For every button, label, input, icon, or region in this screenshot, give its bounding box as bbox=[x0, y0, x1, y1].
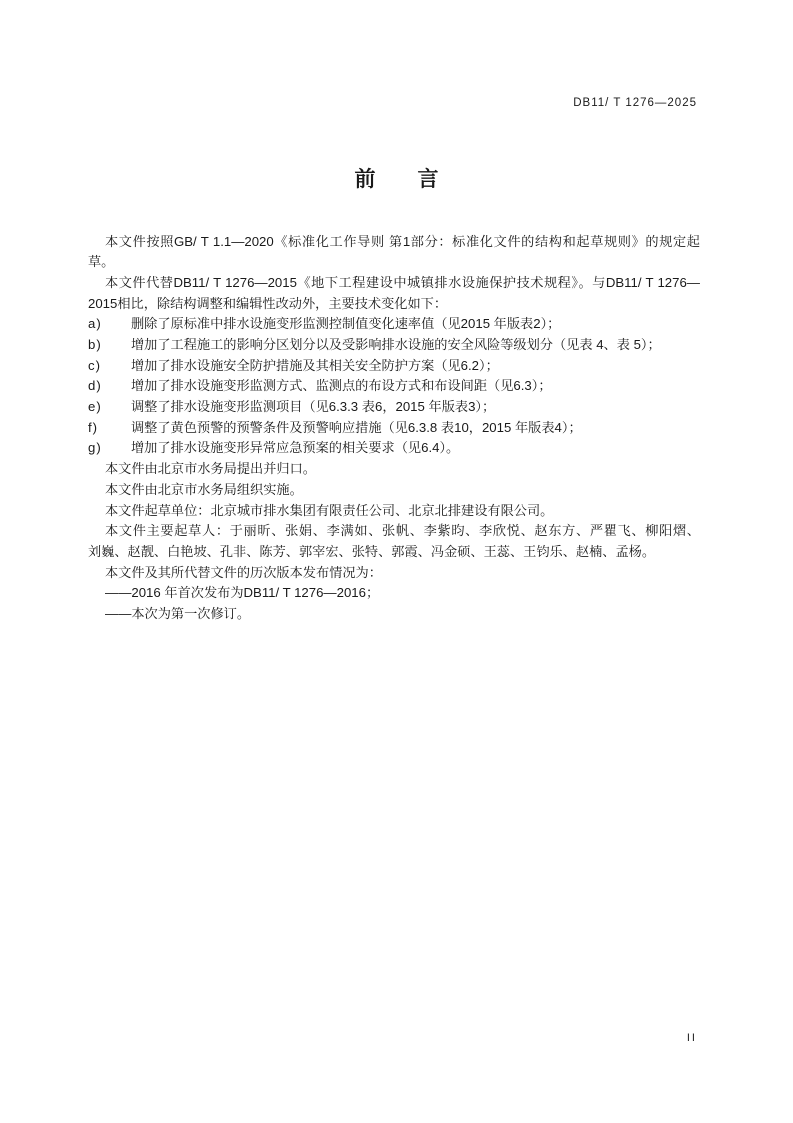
change-item bbox=[88, 397, 700, 418]
change-item-label: b) bbox=[88, 337, 102, 353]
change-item-label: g) bbox=[88, 440, 102, 456]
paragraph-replaces-line-1: 本文件代替DB11/ T 1276—2015《地下工程建设中城镇排水设施保护技术规程》。与DB11/ T 1276— bbox=[105, 274, 700, 290]
paragraph-drafting-units: 本文件起草单位：北京城市排水集团有限责任公司、北京北排建设有限公司。 bbox=[105, 502, 554, 518]
change-item bbox=[88, 335, 700, 356]
paragraph-basis-line-2: 草。 bbox=[88, 254, 115, 270]
change-item bbox=[88, 418, 700, 439]
change-item-text: 增加了工程施工的影响分区划分以及受影响排水设施的安全风险等级划分（见表 4、表 5）； bbox=[131, 337, 661, 353]
page-title: 前 言 bbox=[354, 168, 439, 191]
paragraph-replaces-line-2: 2015相比，除结构调整和编辑性改动外，主要技术变化如下： bbox=[88, 295, 448, 311]
paragraph-history-intro: 本文件及其所代替文件的历次版本发布情况为： bbox=[105, 564, 382, 580]
change-item-text: 调整了黄色预警的预警条件及预警响应措施（见6.3.8 表10，2015 年版表4）； bbox=[131, 419, 582, 435]
change-item bbox=[88, 438, 700, 459]
paragraph-proposer: 本文件由北京市水务局提出并归口。 bbox=[105, 461, 316, 477]
change-item-label: e) bbox=[88, 399, 102, 415]
change-item bbox=[88, 376, 700, 397]
change-item-label: a) bbox=[88, 316, 102, 332]
change-item bbox=[88, 314, 700, 335]
paragraph-implementer: 本文件由北京市水务局组织实施。 bbox=[105, 481, 303, 497]
change-item-text: 调整了排水设施变形监测项目（见6.3.3 表6，2015 年版表3）； bbox=[131, 399, 496, 415]
change-item bbox=[88, 356, 700, 377]
change-item-text: 增加了排水设施变形监测方式、监测点的布设方式和布设间距（见6.3）； bbox=[131, 378, 552, 394]
page-number: II bbox=[686, 1032, 697, 1044]
change-item-label: d) bbox=[88, 378, 102, 394]
history-item: ——本次为第一次修订。 bbox=[105, 605, 251, 621]
change-item-text: 增加了排水设施变形异常应急预案的相关要求（见6.4）。 bbox=[131, 440, 460, 456]
change-item-text: 增加了排水设施安全防护措施及其相关安全防护方案（见6.2）； bbox=[131, 357, 499, 373]
paragraph-drafters-line-1: 本文件主要起草人：于丽昕、张娟、李满如、张帆、李紫昀、李欣悦、赵东方、严瞿飞、柳阳熠、 bbox=[105, 523, 700, 539]
paragraph-basis-line-1: 本文件按照GB/ T 1.1—2020《标准化工作导则 第1部分：标准化文件的结构和起草规则》的规定起 bbox=[105, 233, 700, 249]
document-number-header: DB11/ T 1276—2025 bbox=[573, 97, 697, 109]
preface-body bbox=[88, 232, 700, 625]
paragraph-drafters-line-2: 刘巍、赵靓、白艳坡、孔非、陈芳、郭宰宏、张特、郭霞、冯金硕、王蕊、王钧乐、赵楠、孟杨。 bbox=[88, 543, 656, 559]
change-item-label: f) bbox=[88, 419, 99, 435]
history-item: ——2016 年首次发布为DB11/ T 1276—2016； bbox=[105, 585, 380, 601]
change-item-label: c) bbox=[88, 357, 101, 373]
change-item-text: 删除了原标准中排水设施变形监测控制值变化速率值（见2015 年版表2）； bbox=[131, 316, 561, 332]
